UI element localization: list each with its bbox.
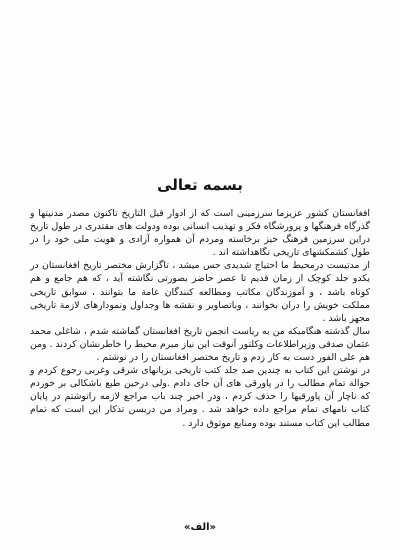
paragraph-intro: افغانستان کشور عزیزما سرزمینی است که از ادوار قبل التاریخ تاکنون مصدر مدنیتها و گذرگاه فرهنگها و پرورشگاه فکر و تهذیب انسانی بوده ودولت های مقتدری در طول تاریخ دراین سرزمین فرهنگ خیز برخاسته ومردم آن همواره آزادی و هویت ملی خود را در طول کشمکشهای تاریخی نگاهداشته اند . xyxy=(30,208,370,259)
paragraph-sources: در نوشتن این کتاب به چندین صد جلد کتب تاریخی بزبانهای شرقی وغربی رجوع کردم و حوالة تمام مطالب را در پاورقی های آن جای دادم .ولی درحین طبع باشکالی بر خوردم که ناچار آن پاورقیها را حذف کردم ، ودر اخیر چند باب مراجع لازمه راتوشتم در پایان کتاب نامهای تمام مراجع داده خواهد شد . ومراد من دریسن تذکار این است که تمام مطالب این کتاب مستند بوده ومنابع موثوق دارد . xyxy=(30,365,370,429)
body-text xyxy=(30,207,370,430)
page-heading: بسمه تعالی xyxy=(157,176,243,194)
paragraph-history: سال گذشته هنگامیکه من به ریاست انجمن تاریخ افغانستان گماشته شدم ، شاغلی محمد عثمان صدقی وزیراطلاعات وکلتور آنوقت این نیاز مبرم محیط را خاطرنشان کردند . ومن هم علی الفور دست به کار زدم و تاریخ مختصر افغانستان را در نوشتم . xyxy=(30,325,370,364)
page-number: «الف» xyxy=(183,522,216,533)
paragraph-need: از مدتیست درمحیط ما احتیاج شدیدی حس میشد ، تاگزارش مختصر تاریخ افغانستان در یکدو جلد کوچک از زمان قدیم تا عصر حاضر بصورتی نگاشته آید ، که هم جامع و هم کوتاه باشد ، و آموزندگان مکاتب ومطالعه کنندگان عامة ما بتوانند ، سوابق تاریخی مملکت خویش را دران بخوانند ، وباتصاویر و نقشه ها وجداول ونمودارهای لازمة تاریخی مجهز باشد . xyxy=(30,260,370,324)
